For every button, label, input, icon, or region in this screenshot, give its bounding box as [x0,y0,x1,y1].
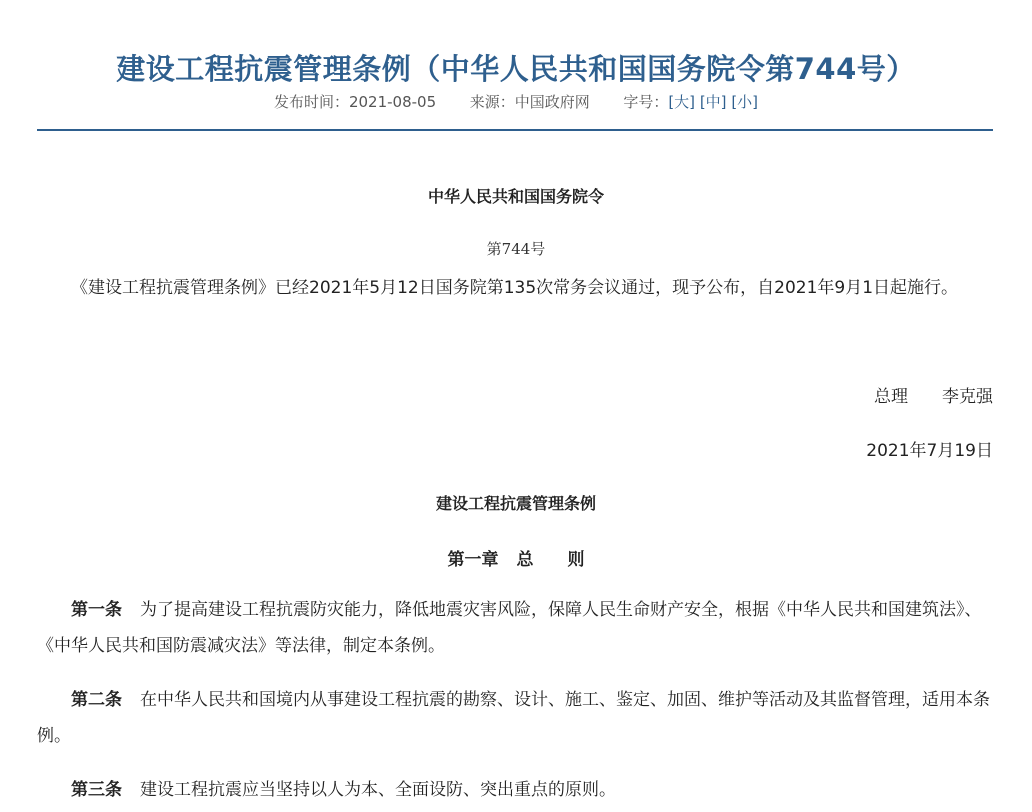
decree-issuer: 中华人民共和国国务院令 [427,187,604,206]
article-label: 第三条 [71,780,122,800]
header-divider [37,129,993,131]
article-label: 第二条 [71,690,122,710]
source-label: 来源： [469,93,515,111]
chapter-word-2: 则 [567,550,585,570]
article-text: 建设工程抗震应当坚持以人为本、全面设防、突出重点的原则。 [140,780,616,800]
signer-title: 总理 [874,387,908,407]
decree-date: 2021年7月19日 [866,441,993,461]
font-size-large-link[interactable]: [大] [668,93,696,111]
decree-number: 第744号 [486,240,546,258]
chapter-heading [0,545,1032,570]
decree-signature [874,382,993,407]
font-size-label: 字号： [623,93,669,111]
chapter-label: 第一章 [447,550,499,570]
article-paragraph [37,772,995,808]
chapter-word-1: 总 [516,550,534,570]
article-label: 第一条 [71,600,122,620]
article-title: 建设工程抗震管理条例（中华人民共和国国务院令第744号） [116,52,916,87]
regulation-title: 建设工程抗震管理条例 [435,494,596,513]
decree-body: 《建设工程抗震管理条例》已经2021年5月12日国务院第135次常务会议通过，现予公布，自2021年9月1日起施行。 [71,278,959,298]
signer-name: 李克强 [942,387,993,407]
article-meta [0,91,1032,112]
font-size-small-link[interactable]: [小] [731,93,759,111]
article-paragraph [37,592,995,664]
publish-label: 发布时间： [273,93,349,111]
article-text: 为了提高建设工程抗震防灾能力，降低地震灾害风险，保障人民生命财产安全，根据《中华人民共和国建筑法》、《中华人民共和国防震减灾法》等法律，制定本条例。 [37,600,982,656]
source-name: 中国政府网 [514,93,590,111]
publish-date: 2021-08-05 [348,93,437,111]
article-text: 在中华人民共和国境内从事建设工程抗震的勘察、设计、施工、鉴定、加固、维护等活动及其监督管理，适用本条例。 [37,690,990,746]
font-size-medium-link[interactable]: [中] [699,93,727,111]
article-paragraph [37,682,995,754]
